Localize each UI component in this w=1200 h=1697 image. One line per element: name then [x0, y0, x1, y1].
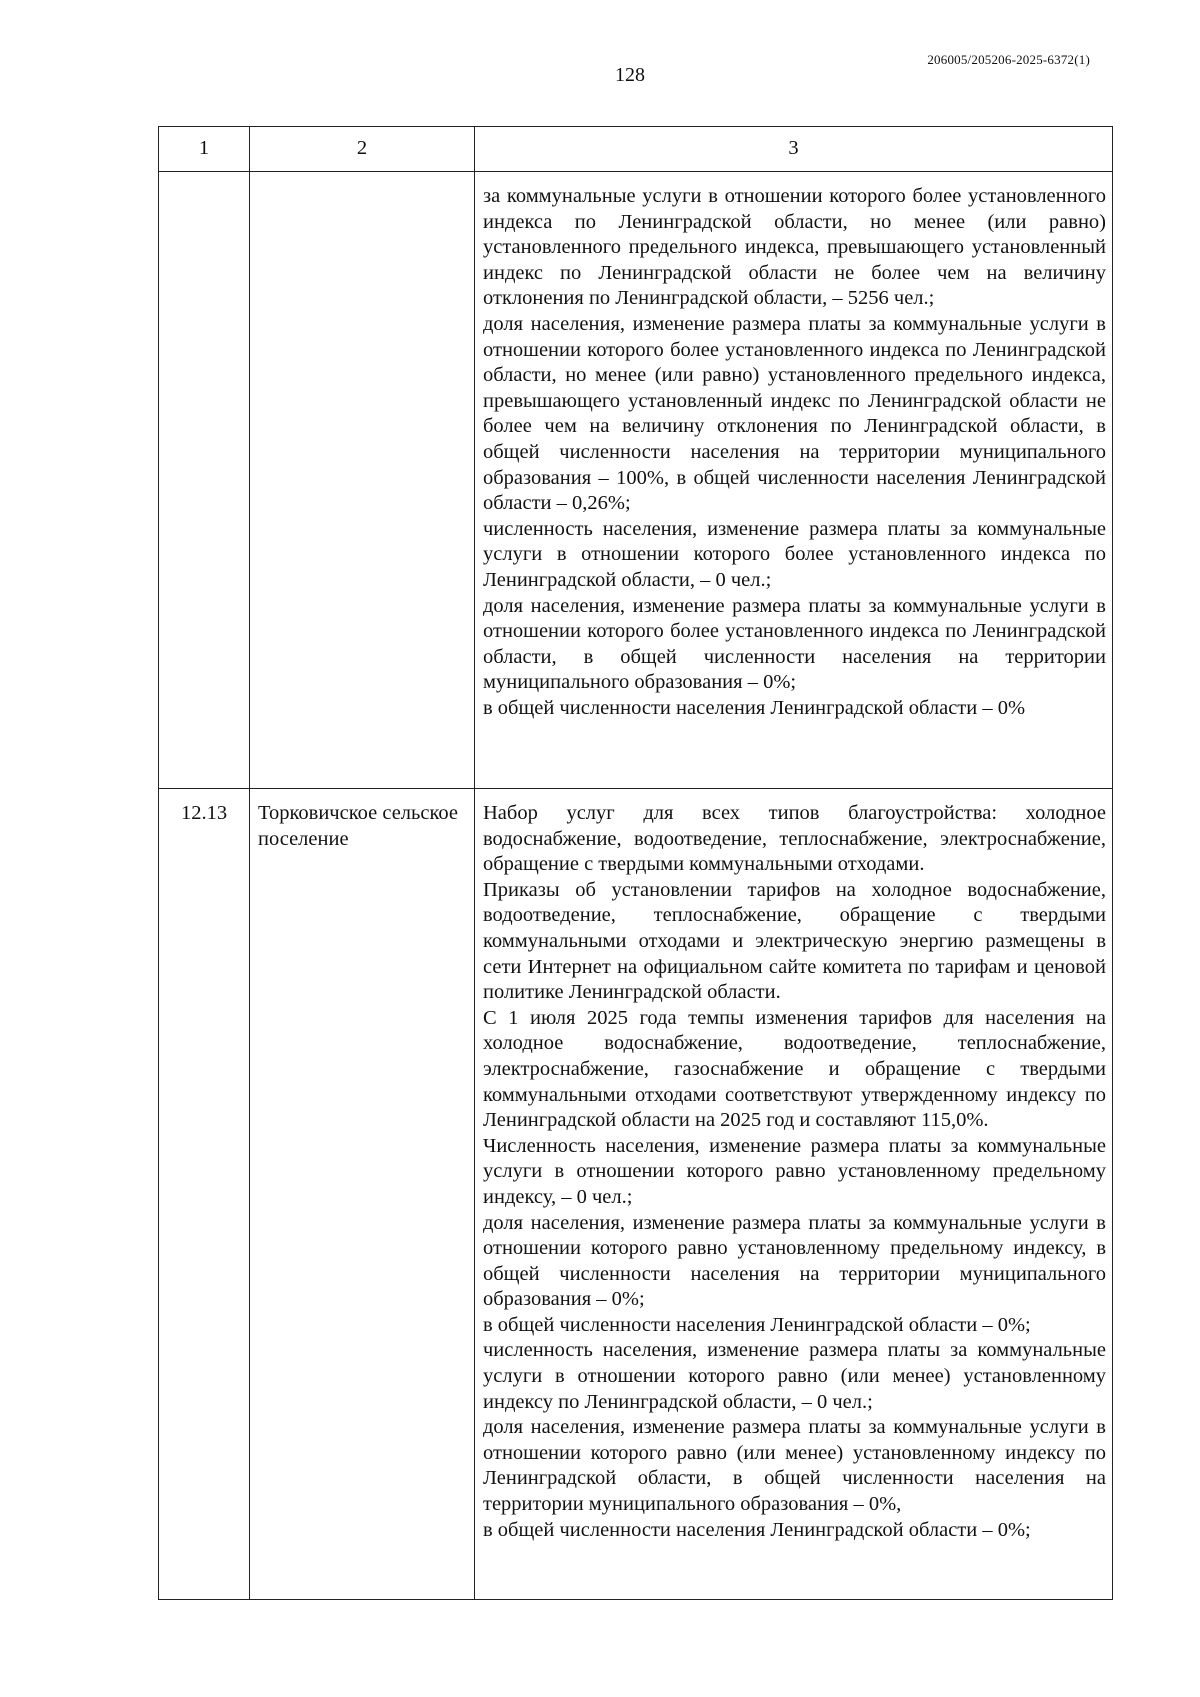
- municipality-name: Торковичское сельское поселение: [250, 789, 475, 1600]
- description-paragraph: в общей численности населения Ленинградской области – 0%;: [483, 1518, 1031, 1541]
- description-paragraph: Приказы об установлении тарифов на холодное водоснабжение, водоотведение, теплоснабжение, обращение с твердыми коммунальными отходами и электрическую энергию размещены в сети Интернет на официальном сайте комитета по тарифам и ценовой политике Ленинградской области.: [483, 878, 1106, 1004]
- description-paragraph: С 1 июля 2025 года темпы изменения тарифов для населения на холодное водоснабжение, водоотведение, теплоснабжение, электроснабжение, газоснабжение и обращение с твердыми коммунальными отходами соответствуют утвержденному индексу по Ленинградской области на 2025 год и составляют 115,0%.: [483, 1006, 1106, 1132]
- description-paragraph: в общей численности населения Ленинградской области – 0%: [483, 696, 1026, 719]
- description-paragraph: численность населения, изменение размера платы за коммунальные услуги в отношении которого более установленного индекса по Ленинградской области, – 0 чел.;: [483, 517, 1106, 591]
- description-paragraph: Набор услуг для всех типов благоустройства: холодное водоснабжение, водоотведение, теплоснабжение, электроснабжение, обращение с твердыми коммунальными отходами.: [483, 802, 1106, 876]
- description-paragraph: доля населения, изменение размера платы за коммунальные услуги в отношении которого более установленного индекса по Ленинградской области, но менее (или равно) установленного предельного индекса, превышающего установленный индекс по Ленинградской области не более чем на величину отклонения по Ленинградской области, в общей численности населения на территории муниципального образования – 100%, в общей численности населения Ленинградской области – 0,26%;: [483, 312, 1106, 515]
- table-header-row: [159, 127, 1113, 172]
- row-number: 12.13: [159, 789, 250, 1600]
- description-paragraph: за коммунальные услуги в отношении которого более установленного индекса по Ленинградской области, но менее (или равно) установленного предельного индекса, превышающего установленный индекс по Ленинградской области не более чем на величину отклонения по Ленинградской области, – 5256 чел.;: [483, 185, 1106, 310]
- description-paragraph: доля населения, изменение размера платы за коммунальные услуги в отношении которого равно установленному предельному индексу, в общей численности населения на территории муниципального образования – 0%;: [483, 1211, 1106, 1311]
- column-header-2: 2: [250, 127, 475, 172]
- description-paragraph: доля населения, изменение размера платы за коммунальные услуги в отношении которого равно (или менее) установленному индексу по Ленинградской области, в общей численности населения на территории муниципального образования – 0%,: [483, 1416, 1106, 1516]
- municipality-name: [250, 172, 475, 789]
- document-id: 206005/205206-2025-6372(1): [927, 52, 1090, 67]
- description-paragraph: Численность населения, изменение размера платы за коммунальные услуги в отношении которого равно установленному предельному индексу, – 0 чел.;: [483, 1134, 1106, 1208]
- description-paragraph: доля населения, изменение размера платы за коммунальные услуги в отношении которого более установленного индекса по Ленинградской области, в общей численности населения на территории муниципального образования – 0%;: [483, 594, 1106, 694]
- description-paragraph: в общей численности населения Ленинградской области – 0%;: [483, 1313, 1031, 1336]
- description-paragraph: численность населения, изменение размера платы за коммунальные услуги в отношении которого равно (или менее) установленному индексу по Ленинградской области, – 0 чел.;: [483, 1339, 1106, 1413]
- column-header-3: 3: [475, 127, 1113, 172]
- page-number: 128: [615, 64, 645, 86]
- tariff-table: [158, 126, 1113, 1600]
- table-row: [159, 172, 1113, 789]
- table-row: [159, 789, 1113, 1600]
- row-description: [475, 172, 1113, 789]
- column-header-1: 1: [159, 127, 250, 172]
- row-description: [475, 789, 1113, 1600]
- row-number: [159, 172, 250, 789]
